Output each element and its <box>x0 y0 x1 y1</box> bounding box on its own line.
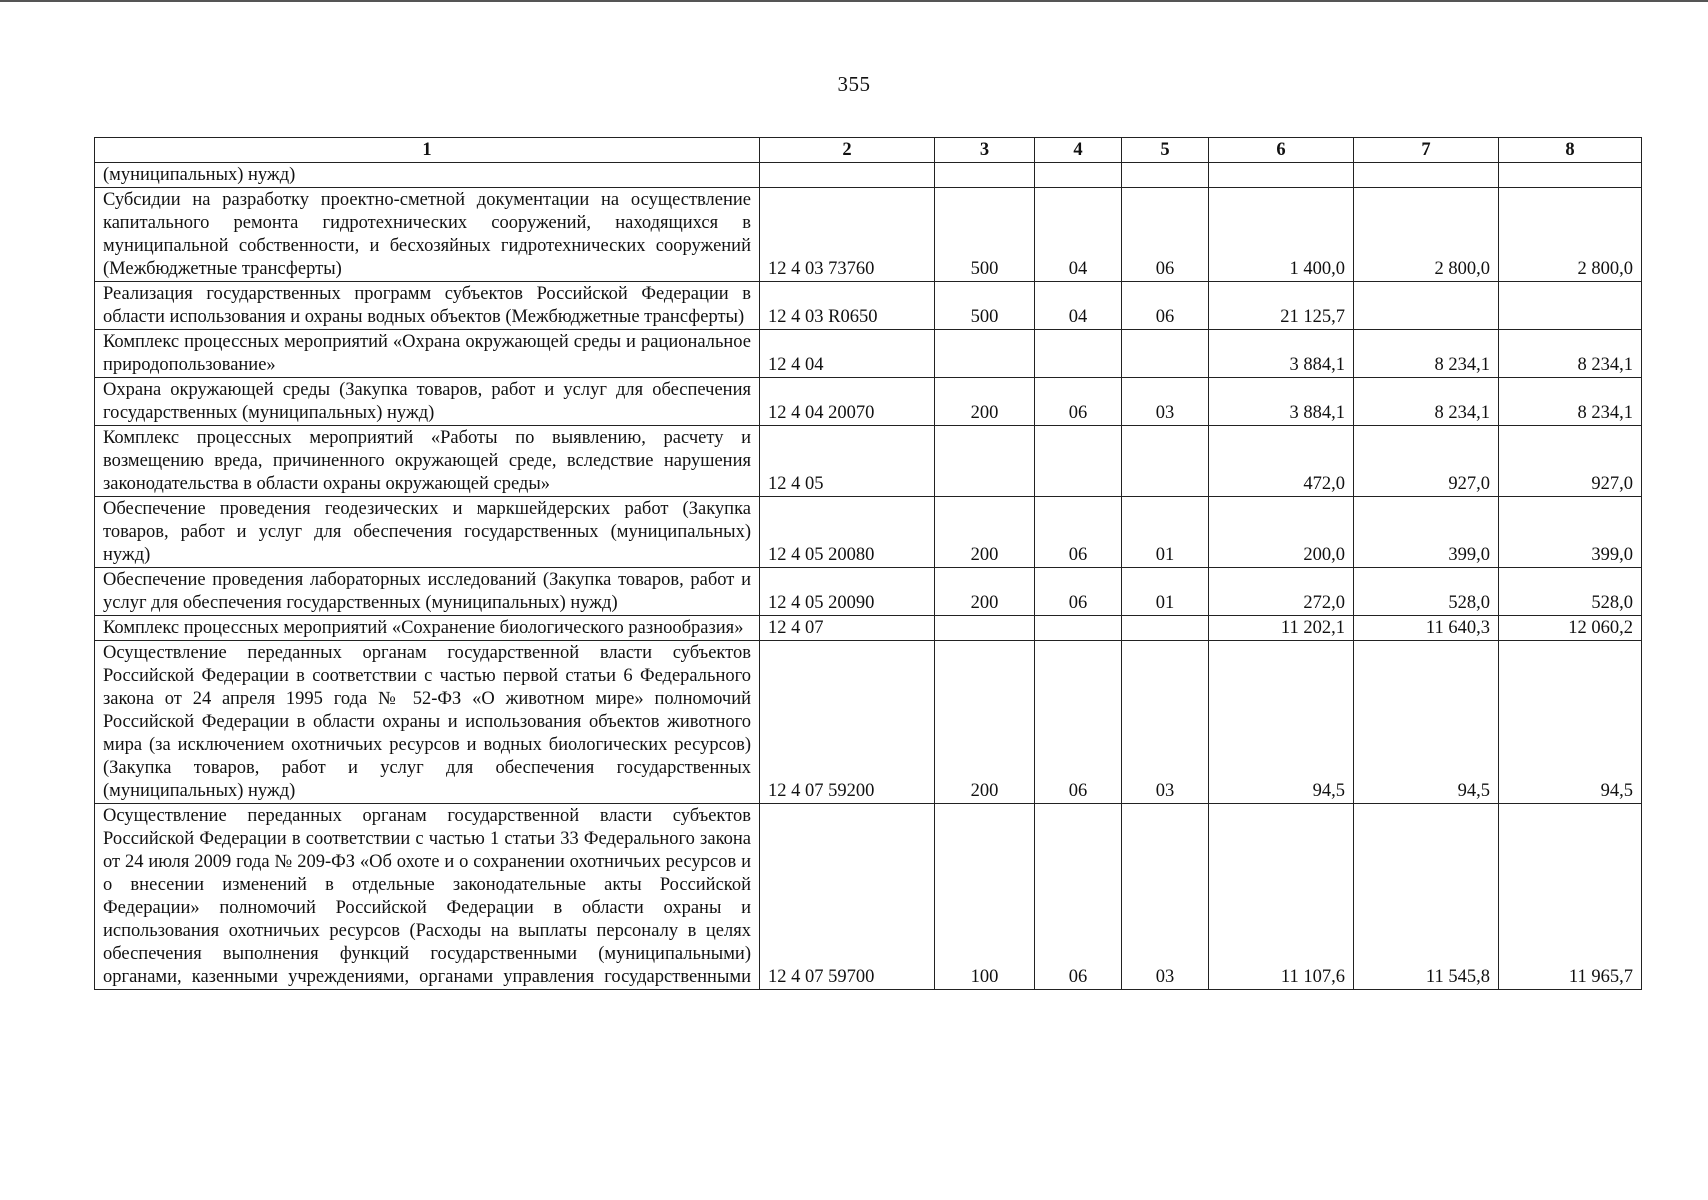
row-col5: 01 <box>1122 568 1209 616</box>
row-col4: 06 <box>1035 378 1122 426</box>
row-col7: 8 234,1 <box>1354 378 1499 426</box>
row-code: 12 4 07 <box>760 616 935 641</box>
column-header: 7 <box>1354 138 1499 163</box>
row-col8 <box>1499 163 1642 188</box>
row-name: Комплекс процессных мероприятий «Сохранение биологического разнообразия» <box>95 616 760 641</box>
page-number: 355 <box>837 72 871 96</box>
row-col6: 11 202,1 <box>1209 616 1354 641</box>
table-row <box>95 188 1642 282</box>
page-top-border <box>0 0 1708 2</box>
row-name: Осуществление переданных органам государственной власти субъектов Российской Федерации в соответствии с частью 1 статьи 33 Федерального закона от 24 июля 2009 года № 209-ФЗ «Об охоте и о сохранении охотничьих ресурсов и о внесении изменений в отдельные законодательные акты Российской Федерации» полномочий Российской Федерации в области охраны и использования охотничьих ресурсов (Расходы на выплаты персоналу в целях обеспечения выполнения функций государственными (муниципальными) органами, казенными учреждениями, органами управления государственными <box>95 804 760 990</box>
table-row <box>95 641 1642 804</box>
row-col5 <box>1122 330 1209 378</box>
row-code: 12 4 07 59200 <box>760 641 935 804</box>
row-col6: 11 107,6 <box>1209 804 1354 990</box>
row-code: 12 4 05 20080 <box>760 497 935 568</box>
row-col3: 200 <box>935 378 1035 426</box>
row-col7: 528,0 <box>1354 568 1499 616</box>
row-col7: 8 234,1 <box>1354 330 1499 378</box>
row-col4: 04 <box>1035 282 1122 330</box>
row-code: 12 4 04 <box>760 330 935 378</box>
column-header: 3 <box>935 138 1035 163</box>
row-col3 <box>935 426 1035 497</box>
row-col7 <box>1354 282 1499 330</box>
row-col7: 11 640,3 <box>1354 616 1499 641</box>
table-row <box>95 568 1642 616</box>
row-col6: 94,5 <box>1209 641 1354 804</box>
row-col6: 272,0 <box>1209 568 1354 616</box>
row-name: Обеспечение проведения геодезических и маркшейдерских работ (Закупка товаров, работ и услуг для обеспечения государственных (муниципальных) нужд) <box>95 497 760 568</box>
table-header-row <box>95 138 1642 163</box>
row-name: Обеспечение проведения лабораторных исследований (Закупка товаров, работ и услуг для обеспечения государственных (муниципальных) нужд) <box>95 568 760 616</box>
row-name: Комплекс процессных мероприятий «Охрана окружающей среды и рациональное природопользование» <box>95 330 760 378</box>
column-header: 6 <box>1209 138 1354 163</box>
row-col3: 200 <box>935 497 1035 568</box>
row-col5: 01 <box>1122 497 1209 568</box>
row-col4 <box>1035 330 1122 378</box>
row-col7 <box>1354 163 1499 188</box>
row-name: Реализация государственных программ субъектов Российской Федерации в области использования и охраны водных объектов (Межбюджетные трансферты) <box>95 282 760 330</box>
row-col6: 472,0 <box>1209 426 1354 497</box>
row-code: 12 4 05 20090 <box>760 568 935 616</box>
row-col8: 927,0 <box>1499 426 1642 497</box>
row-col5: 06 <box>1122 282 1209 330</box>
column-header: 2 <box>760 138 935 163</box>
row-code: 12 4 05 <box>760 426 935 497</box>
row-name: (муниципальных) нужд) <box>95 163 760 188</box>
row-col4 <box>1035 426 1122 497</box>
row-col5: 03 <box>1122 804 1209 990</box>
row-code: 12 4 04 20070 <box>760 378 935 426</box>
row-col3 <box>935 330 1035 378</box>
row-code: 12 4 03 R0650 <box>760 282 935 330</box>
row-col5: 03 <box>1122 378 1209 426</box>
table-row <box>95 426 1642 497</box>
row-col3: 500 <box>935 282 1035 330</box>
row-col4 <box>1035 163 1122 188</box>
row-col8: 12 060,2 <box>1499 616 1642 641</box>
row-col5 <box>1122 426 1209 497</box>
row-col7: 927,0 <box>1354 426 1499 497</box>
column-header: 1 <box>95 138 760 163</box>
table-row <box>95 163 1642 188</box>
row-col4: 06 <box>1035 641 1122 804</box>
row-col6: 200,0 <box>1209 497 1354 568</box>
row-col5: 03 <box>1122 641 1209 804</box>
row-col5 <box>1122 163 1209 188</box>
row-col3 <box>935 163 1035 188</box>
row-col4 <box>1035 616 1122 641</box>
row-name: Осуществление переданных органам государственной власти субъектов Российской Федерации в соответствии с частью первой статьи 6 Федерального закона от 24 апреля 1995 года № 52-ФЗ «О животном мире» полномочий Российской Федерации в области охраны и использования объектов животного мира (за исключением охотничьих ресурсов и водных биологических ресурсов) (Закупка товаров, работ и услуг для обеспечения государственных (муниципальных) нужд) <box>95 641 760 804</box>
row-col7: 94,5 <box>1354 641 1499 804</box>
row-col4: 06 <box>1035 568 1122 616</box>
row-col6: 3 884,1 <box>1209 330 1354 378</box>
row-col3 <box>935 616 1035 641</box>
row-col4: 04 <box>1035 188 1122 282</box>
table-row <box>95 378 1642 426</box>
column-header: 8 <box>1499 138 1642 163</box>
row-col8: 399,0 <box>1499 497 1642 568</box>
table-row <box>95 804 1642 990</box>
table-row <box>95 497 1642 568</box>
row-col6: 3 884,1 <box>1209 378 1354 426</box>
row-col7: 2 800,0 <box>1354 188 1499 282</box>
budget-table <box>94 137 1642 990</box>
row-col3: 100 <box>935 804 1035 990</box>
row-col7: 11 545,8 <box>1354 804 1499 990</box>
row-col4: 06 <box>1035 804 1122 990</box>
row-col6: 1 400,0 <box>1209 188 1354 282</box>
row-col8: 2 800,0 <box>1499 188 1642 282</box>
column-header: 5 <box>1122 138 1209 163</box>
row-name: Комплекс процессных мероприятий «Работы по выявлению, расчету и возмещению вреда, причиненного окружающей среде, вследствие нарушения законодательства в области охраны окружающей среды» <box>95 426 760 497</box>
row-col6: 21 125,7 <box>1209 282 1354 330</box>
row-col8 <box>1499 282 1642 330</box>
row-col8: 528,0 <box>1499 568 1642 616</box>
row-col3: 500 <box>935 188 1035 282</box>
row-col4: 06 <box>1035 497 1122 568</box>
row-name: Субсидии на разработку проектно-сметной документации на осуществление капитального ремонта гидротехнических сооружений, находящихся в муниципальной собственности, и бесхозяйных гидротехнических сооружений (Межбюджетные трансферты) <box>95 188 760 282</box>
row-col8: 8 234,1 <box>1499 330 1642 378</box>
row-col6 <box>1209 163 1354 188</box>
row-col8: 11 965,7 <box>1499 804 1642 990</box>
row-col3: 200 <box>935 568 1035 616</box>
row-col8: 94,5 <box>1499 641 1642 804</box>
table-row <box>95 282 1642 330</box>
row-name: Охрана окружающей среды (Закупка товаров, работ и услуг для обеспечения государственных (муниципальных) нужд) <box>95 378 760 426</box>
row-col5: 06 <box>1122 188 1209 282</box>
row-col8: 8 234,1 <box>1499 378 1642 426</box>
row-col5 <box>1122 616 1209 641</box>
table-row <box>95 616 1642 641</box>
row-code <box>760 163 935 188</box>
row-col3: 200 <box>935 641 1035 804</box>
column-header: 4 <box>1035 138 1122 163</box>
row-code: 12 4 07 59700 <box>760 804 935 990</box>
row-col7: 399,0 <box>1354 497 1499 568</box>
row-code: 12 4 03 73760 <box>760 188 935 282</box>
table-row <box>95 330 1642 378</box>
